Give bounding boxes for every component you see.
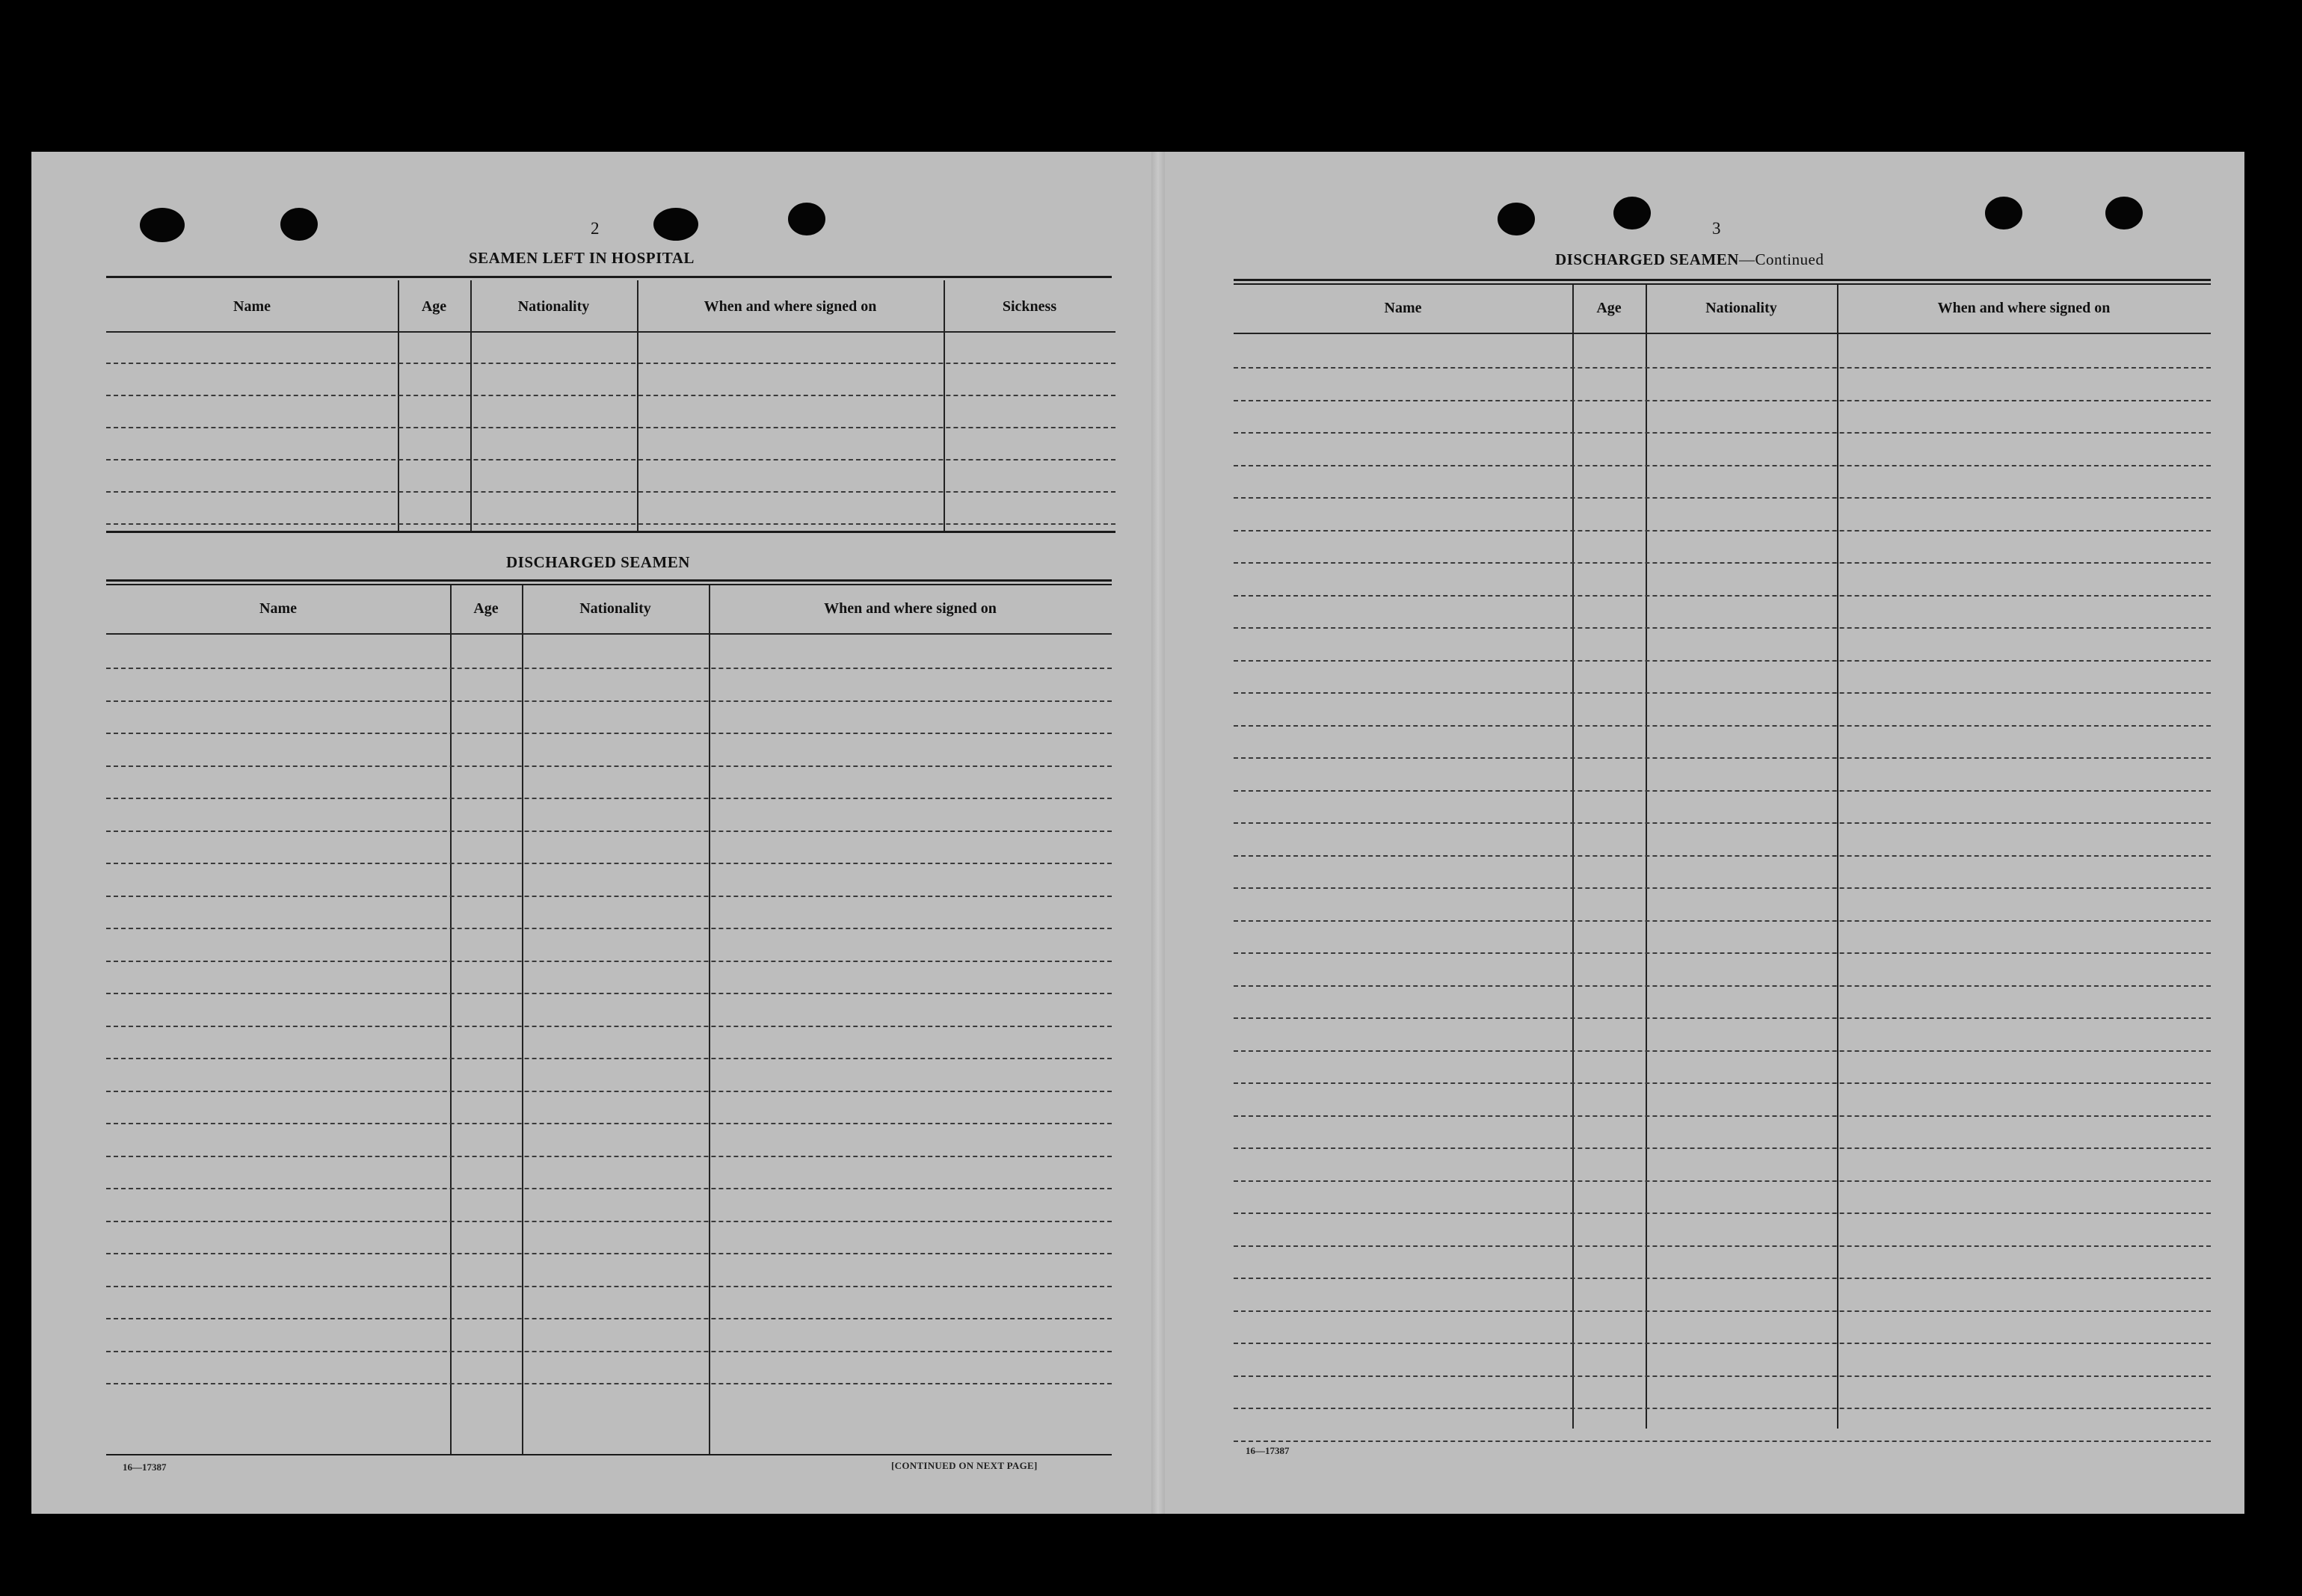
ruled-row [106, 668, 1112, 669]
ruled-row [1234, 985, 2211, 987]
column-header-signed-on: When and where signed on [704, 298, 877, 315]
ruled-row [1234, 952, 2211, 954]
discharged-top-rule [106, 579, 1112, 582]
continued-note: [CONTINUED ON NEXT PAGE] [891, 1460, 1038, 1471]
ruled-row [1234, 1115, 2211, 1117]
left-page [31, 152, 1151, 1514]
ruled-row [1234, 1017, 2211, 1019]
ruled-row [106, 733, 1112, 734]
column-header-age: Age [421, 298, 447, 315]
form-code: 16—17387 [123, 1461, 167, 1473]
ruled-row [106, 831, 1112, 832]
center-fold [1151, 152, 1165, 1514]
column-header-age: Age [1596, 300, 1622, 316]
discharged-continued-table [1234, 285, 2211, 1429]
ruled-row [1234, 595, 2211, 597]
ruled-row [106, 523, 1115, 525]
ruled-row [106, 1123, 1112, 1124]
ruled-row [1234, 660, 2211, 662]
ruled-row [1234, 367, 2211, 369]
ruled-row [1234, 790, 2211, 792]
ruled-row [106, 1091, 1112, 1092]
ruled-row [106, 798, 1112, 799]
page-number: 3 [1712, 219, 1721, 238]
ruled-row [106, 491, 1115, 493]
ruled-row [1234, 1343, 2211, 1344]
ruled-row [106, 765, 1112, 767]
ruled-row [106, 1188, 1112, 1189]
right-page [1165, 152, 2244, 1514]
ruled-row [1234, 1278, 2211, 1279]
hospital-bottom-rule [106, 531, 1115, 533]
ruled-row [106, 1156, 1112, 1157]
ruled-row [1234, 1082, 2211, 1084]
ruled-row [106, 459, 1115, 460]
ruled-row [1234, 855, 2211, 857]
hospital-table [106, 280, 1115, 531]
ruled-row [1234, 1408, 2211, 1409]
hospital-section-title: SEAMEN LEFT IN HOSPITAL [469, 249, 695, 267]
ruled-row [106, 1253, 1112, 1254]
hospital-top-rule [106, 276, 1112, 278]
ruled-row [1234, 1245, 2211, 1247]
title-suffix: —Continued [1738, 250, 1824, 268]
ruled-row [1234, 400, 2211, 401]
ruled-row [1234, 920, 2211, 922]
form-code: 16—17387 [1246, 1445, 1290, 1456]
discharged-continued-title [1555, 250, 1824, 269]
page-number: 2 [591, 219, 600, 238]
ruled-row [1234, 530, 2211, 532]
ruled-row [1234, 1050, 2211, 1052]
ruled-row [1234, 1147, 2211, 1149]
ruled-row [106, 863, 1112, 864]
ruled-row [1234, 822, 2211, 824]
ruled-row [1234, 1375, 2211, 1377]
ruled-row [1234, 725, 2211, 727]
title-main: DISCHARGED SEAMEN [1555, 250, 1739, 268]
ruled-row [1234, 562, 2211, 564]
discharged-table [106, 585, 1112, 1454]
document-spread [31, 152, 2244, 1514]
ruled-row [1234, 627, 2211, 629]
ruled-row [1234, 887, 2211, 889]
ruled-row [1234, 432, 2211, 434]
ruled-row [106, 427, 1115, 428]
ruled-row [106, 961, 1112, 962]
ruled-row [106, 1221, 1112, 1222]
ruled-row [1234, 757, 2211, 759]
ruled-row [106, 928, 1112, 929]
ruled-row [106, 993, 1112, 994]
column-header-name: Name [259, 600, 297, 617]
ruled-row [106, 395, 1115, 396]
ruled-row [106, 1286, 1112, 1287]
ruled-row [1234, 1310, 2211, 1312]
column-header-signed-on: When and where signed on [824, 600, 997, 617]
ruled-row [106, 1058, 1112, 1059]
ruled-row [1234, 1441, 2211, 1442]
ruled-row [106, 896, 1112, 897]
column-header-nationality: Nationality [579, 600, 651, 617]
discharged-section-title: DISCHARGED SEAMEN [506, 553, 690, 571]
ruled-row [1234, 497, 2211, 499]
column-header-sickness: Sickness [1002, 298, 1057, 315]
ruled-row [106, 700, 1112, 702]
ruled-row [106, 1026, 1112, 1027]
column-header-signed-on: When and where signed on [1937, 300, 2111, 316]
top-rule [1234, 279, 2211, 281]
column-header-name: Name [1384, 300, 1422, 316]
ruled-row [106, 1318, 1112, 1319]
column-header-nationality: Nationality [1705, 300, 1777, 316]
ruled-row [1234, 1180, 2211, 1182]
ruled-row [106, 1383, 1112, 1384]
ruled-row [1234, 465, 2211, 466]
ruled-row [1234, 1213, 2211, 1214]
column-header-age: Age [473, 600, 499, 617]
ruled-row [106, 363, 1115, 364]
ruled-row [1234, 692, 2211, 694]
column-header-name: Name [233, 298, 271, 315]
column-header-nationality: Nationality [517, 298, 590, 315]
ruled-row [106, 1351, 1112, 1352]
